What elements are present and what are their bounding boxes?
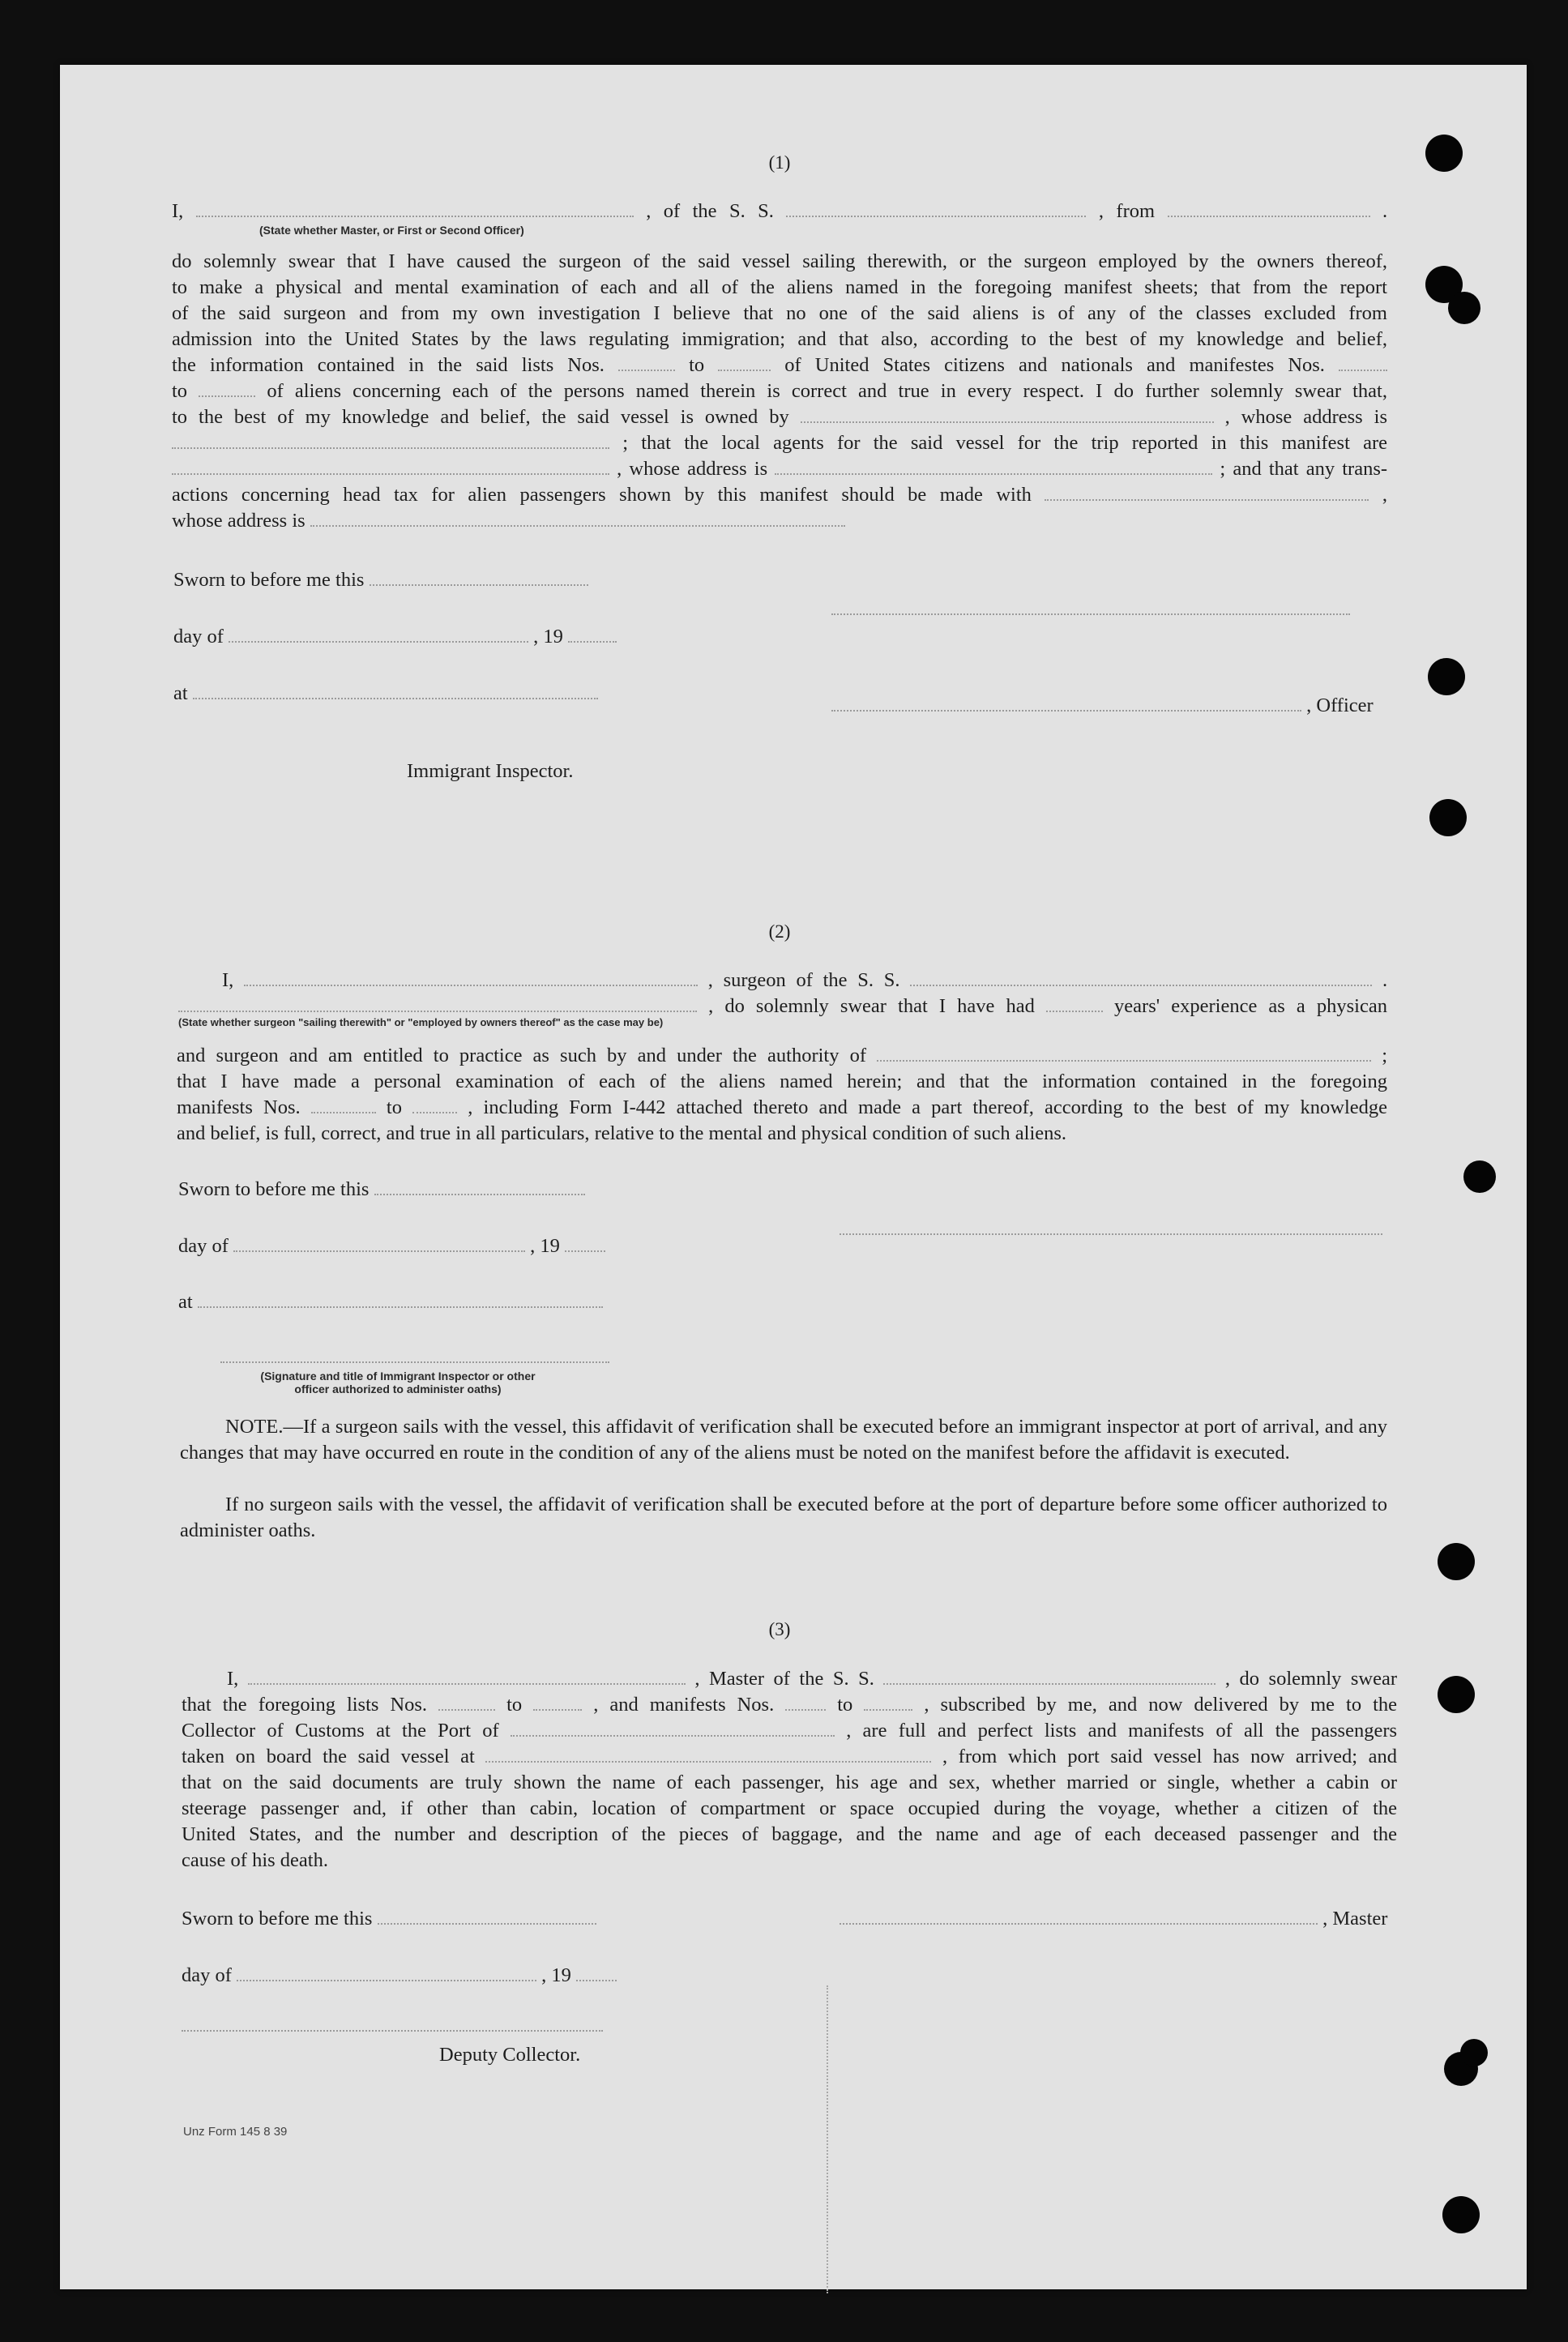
- surgeon-status-field[interactable]: [178, 996, 697, 1012]
- citizen-list-from-field[interactable]: [618, 355, 675, 371]
- customs-port-field[interactable]: [511, 1720, 835, 1737]
- binder-hole: [1463, 1160, 1496, 1193]
- s2-sworn-label: Sworn to before me this: [178, 1177, 585, 1203]
- s3-line-7: cause of his death.: [182, 1849, 328, 1871]
- s2-place-line: at: [178, 1289, 603, 1315]
- s3-line-1: that the foregoing lists Nos. to , and manifests Nos. to , subscribed by me, and now delivered by me to the: [182, 1694, 1398, 1716]
- binder-hole: [1429, 799, 1467, 836]
- boarding-port-field[interactable]: [485, 1746, 931, 1763]
- s3-line-3: taken on board the said vessel at , from which port said vessel has now arrived; and: [182, 1746, 1398, 1767]
- s3-date-line: day of , 19: [182, 1963, 617, 1989]
- note-paragraph-1: NOTE.—If a surgeon sails with the vessel, this affidavit of verification shall be executed before an immigrant inspector at port of arrival, and any changes that may have occurred en route in the condition of any of the aliens must be noted on the manifest before the affidavit is executed.: [180, 1416, 1387, 1464]
- s1-signature-line[interactable]: [831, 613, 1350, 615]
- s2-line-0: I, , surgeon of the S. S. .: [222, 969, 1388, 991]
- owner-address-field[interactable]: [172, 433, 609, 449]
- binder-hole: [1438, 1543, 1475, 1580]
- s1-sworn-label: Sworn to before me this: [173, 567, 588, 593]
- s2-signature-caption: (Signature and title of Immigrant Inspector or other officer authorized to administer oaths): [260, 1370, 536, 1395]
- s1-line-3: of the said surgeon and from my own investigation I believe that no one of the said aliens is of any of the classes excluded from: [172, 302, 1387, 324]
- form-number: Unz Form 145 8 39: [183, 2125, 288, 2139]
- s3-line-4: that on the said documents are truly shown the name of each passenger, his age and sex, whether married or single, whether a cabin or: [182, 1771, 1397, 1793]
- head-tax-contact-field[interactable]: [1045, 485, 1369, 501]
- s1-month-field[interactable]: [229, 626, 528, 643]
- s2-signature-line[interactable]: [840, 1233, 1382, 1235]
- s3-master-signature[interactable]: [840, 1908, 1318, 1925]
- s2-sworn-day-field[interactable]: [374, 1179, 585, 1195]
- master-name-field[interactable]: [248, 1669, 686, 1685]
- s3-master-line: , Master: [840, 1906, 1387, 1932]
- s3-deputy-signature-line[interactable]: [182, 2030, 603, 2032]
- s1-line-10: actions concerning head tax for alien passengers shown by this manifest should be made with ,: [172, 484, 1388, 506]
- binder-hole: [1460, 2039, 1488, 2066]
- s3-lists-from-field[interactable]: [438, 1695, 495, 1711]
- s2-line-2: and surgeon and am entitled to practice as such by and under the authority of ;: [177, 1045, 1388, 1066]
- s3-deputy-label: Deputy Collector.: [439, 2044, 581, 2066]
- s2-line-5: and belief, is full, correct, and true in all particulars, relative to the mental and physical condition of such aliens.: [177, 1122, 1067, 1144]
- s1-line-4: admission into the United States by the laws regulating immigration; and that also, according to the best of my knowledge and belief,: [172, 328, 1387, 350]
- agents-address-field[interactable]: [775, 459, 1212, 475]
- s2-year-field[interactable]: [565, 1236, 605, 1252]
- s3-line-2: Collector of Customs at the Port of , are full and perfect lists and manifests of all the passengers: [182, 1720, 1398, 1742]
- vessel-name-field[interactable]: [786, 201, 1086, 217]
- s2-place-field[interactable]: [198, 1292, 603, 1308]
- s1-rank-caption: (State whether Master, or First or Second Officer): [259, 224, 524, 237]
- surgeon-name-field[interactable]: [244, 970, 698, 986]
- s2-date-line: day of , 19: [178, 1233, 605, 1259]
- s3-year-field[interactable]: [576, 1965, 617, 1981]
- s1-line-11: whose address is: [172, 508, 1387, 534]
- s3-line-0: I, , Master of the S. S. , do solemnly swear: [227, 1668, 1398, 1690]
- s3-month-field[interactable]: [237, 1965, 536, 1981]
- s2-manifest-from-field[interactable]: [311, 1097, 376, 1113]
- s1-line-2: to make a physical and mental examination of each and all of the aliens named in the foregoing manifest sheets; that from the report: [172, 276, 1387, 298]
- s1-line-7: to the best of my knowledge and belief, the said vessel is owned by , whose address is: [172, 406, 1388, 428]
- s2-status-caption: (State whether surgeon "sailing therewith" or "employed by owners thereof" as the case may be): [178, 1016, 664, 1028]
- local-agents-field[interactable]: [172, 459, 609, 475]
- binder-hole: [1448, 292, 1480, 324]
- s3-manifests-to-field[interactable]: [864, 1695, 912, 1711]
- s1-place-field[interactable]: [193, 683, 598, 699]
- s3-sworn-day-field[interactable]: [378, 1908, 596, 1925]
- form-page: [60, 65, 1527, 2289]
- s2-inspector-signature-line[interactable]: [220, 1361, 609, 1363]
- s2-line-3: that I have made a personal examination of each of the aliens named herein; and that the information contained in the foregoing: [177, 1071, 1387, 1092]
- officer-rank-field[interactable]: [196, 201, 634, 217]
- head-tax-address-field[interactable]: [310, 511, 845, 527]
- s1-line-1: do solemnly swear that I have caused the surgeon of the said vessel sailing therewith, or the surgeon employed by the owners thereof,: [172, 250, 1387, 272]
- binder-hole: [1428, 658, 1465, 695]
- s3-line-5: steerage passenger and, if other than cabin, location of compartment or space occupied during the voyage, whether a citizen of the: [182, 1797, 1397, 1819]
- s1-date-line: day of , 19: [173, 624, 617, 650]
- s3-lists-to-field[interactable]: [533, 1695, 582, 1711]
- s2-line-1: , do solemnly swear that I have had years' experience as a physican: [178, 994, 1387, 1019]
- note-paragraph-2: If no surgeon sails with the vessel, the affidavit of verification shall be executed before at the port of departure before some officer authorized to administer oaths.: [180, 1494, 1387, 1541]
- vessel-owner-field[interactable]: [801, 407, 1214, 423]
- s1-year-field[interactable]: [568, 626, 617, 643]
- s1-line-6: to of aliens concerning each of the persons named therein is correct and true in every respect. I do further solemnly swear that,: [172, 380, 1387, 402]
- manifest-to-field[interactable]: [199, 381, 255, 397]
- binder-hole: [1438, 1676, 1475, 1713]
- s1-line-5: the information contained in the said lists Nos. to of United States citizens and nationals and manifestes Nos.: [172, 353, 1387, 378]
- section-1-heading: (1): [768, 152, 791, 173]
- departure-port-field[interactable]: [1168, 201, 1370, 217]
- practice-authority-field[interactable]: [877, 1045, 1371, 1062]
- section-3-heading: (3): [768, 1619, 791, 1639]
- years-experience-field[interactable]: [1046, 996, 1103, 1012]
- s1-line-9: , whose address is ; and that any trans-: [172, 456, 1387, 482]
- s1-officer-line: , Officer: [831, 693, 1374, 719]
- s2-manifest-to-field[interactable]: [412, 1097, 457, 1113]
- section-2-heading: (2): [768, 921, 791, 942]
- binder-hole: [1442, 2196, 1480, 2233]
- s3-vessel-name-field[interactable]: [883, 1669, 1216, 1685]
- s1-sworn-day-field[interactable]: [370, 570, 588, 586]
- s2-month-field[interactable]: [233, 1236, 525, 1252]
- manifest-from-field[interactable]: [1339, 355, 1387, 371]
- s1-line-0: I, , of the S. S. , from .: [172, 200, 1388, 222]
- s1-inspector-label: Immigrant Inspector.: [407, 760, 574, 782]
- s3-line-6: United States, and the number and description of the pieces of baggage, and the name and age of each deceased passenger and the: [182, 1823, 1397, 1845]
- citizen-list-to-field[interactable]: [718, 355, 771, 371]
- s1-place-line: at: [173, 681, 598, 707]
- s3-manifests-from-field[interactable]: [785, 1695, 826, 1711]
- s3-sworn-label: Sworn to before me this: [182, 1906, 596, 1932]
- s1-officer-signature[interactable]: [831, 695, 1301, 712]
- form-rule: [827, 1985, 828, 2293]
- s2-line-4: manifests Nos. to , including Form I-442 attached thereto and made a part thereof, according to the best of my knowledge: [177, 1096, 1388, 1118]
- binder-hole: [1425, 135, 1463, 172]
- s2-vessel-name-field[interactable]: [910, 970, 1372, 986]
- s1-line-8: ; that the local agents for the said vessel for the trip reported in this manifest are: [172, 430, 1387, 456]
